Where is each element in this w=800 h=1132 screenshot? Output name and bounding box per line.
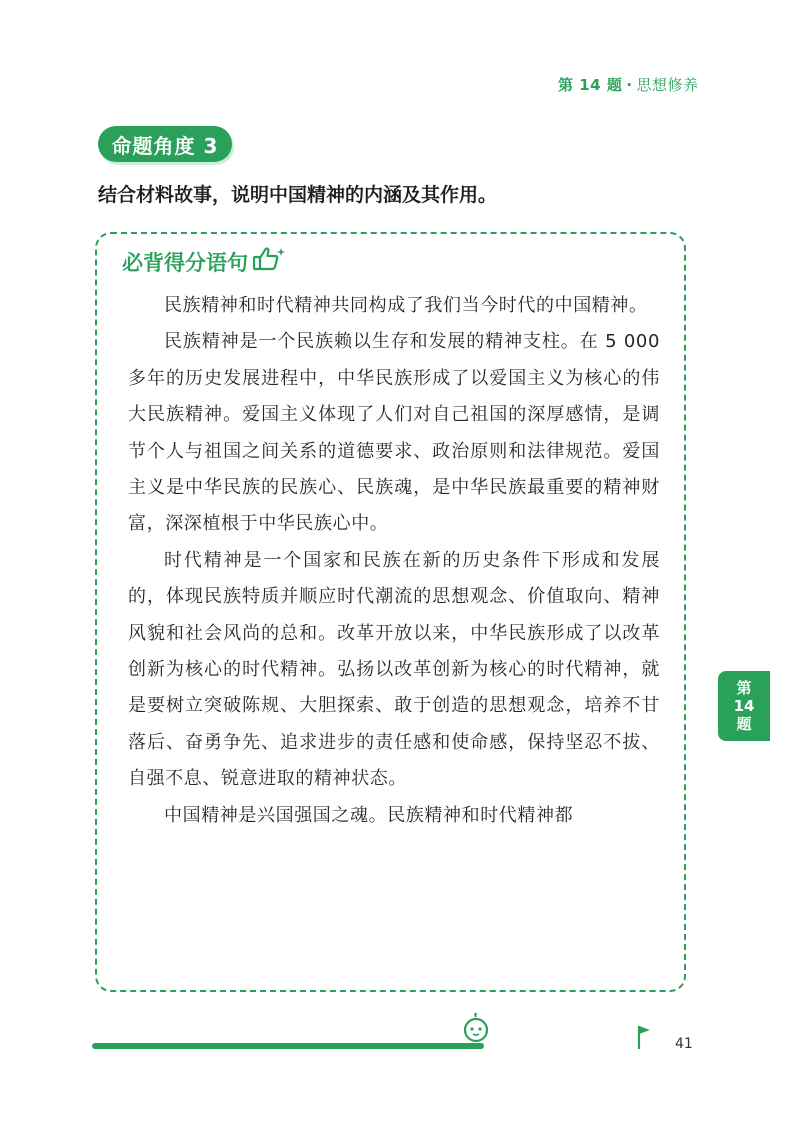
thumbs-up-icon — [252, 246, 286, 277]
topic-label: 思想修养 — [636, 76, 699, 94]
side-tab-top: 第 — [736, 679, 752, 697]
footer-rule — [92, 1043, 484, 1049]
box-title-text: 必背得分语句 — [122, 250, 248, 275]
side-tab-number: 14 — [733, 697, 755, 715]
mascot-icon — [462, 1013, 490, 1047]
paragraph: 中国精神是兴国强国之魂。民族精神和时代精神都 — [164, 804, 574, 826]
question-text: 结合材料故事，说明中国精神的内涵及其作用。 — [98, 184, 498, 206]
paragraph: 时代精神是一个国家和民族在新的历史条件下形成和发展的，体现民族特质并顺应时代潮流的思想观念、价值取向、精神风貌和社会风尚的总和。改革开放以来，中华民族形成了以改革创新为核心的时代精神。弘扬以改革创新为核心的时代精神，就是要树立突破陈规、大胆探索、敢于创造的思想观念，培养不甘落后、奋勇争先、追求进步的责任感和使命感，保持坚忍不拔、自强不息、锐意进取的精神状态。 — [128, 549, 660, 790]
paragraph: 民族精神和时代精神共同构成了我们当今时代的中国精神。 — [164, 295, 648, 316]
section-label-pill: 命题角度 3 — [98, 126, 232, 162]
side-tab-bottom: 题 — [736, 715, 752, 733]
paragraph: 民族精神是一个民族赖以生存和发展的精神支柱。在 5 000 多年的历史发展进程中，中华民族形成了以爱国主义为核心的伟大民族精神。爱国主义体现了人们对自己祖国的深厚感情，是调节个人与祖国之间关系的道德要求、政治原则和法律规范。爱国主义是中华民族的民族心、民族魂，是中华民族最重要的精神财富，深深植根于中华民族心中。 — [128, 331, 660, 535]
box-body — [128, 288, 660, 834]
box-title — [122, 246, 286, 277]
chapter-label: 第 14 题 — [558, 76, 623, 94]
chapter-side-tab — [718, 671, 770, 741]
header-separator: · — [626, 76, 633, 94]
flag-icon — [636, 1024, 652, 1054]
running-header — [558, 74, 699, 95]
page-number: 41 — [675, 1036, 693, 1052]
